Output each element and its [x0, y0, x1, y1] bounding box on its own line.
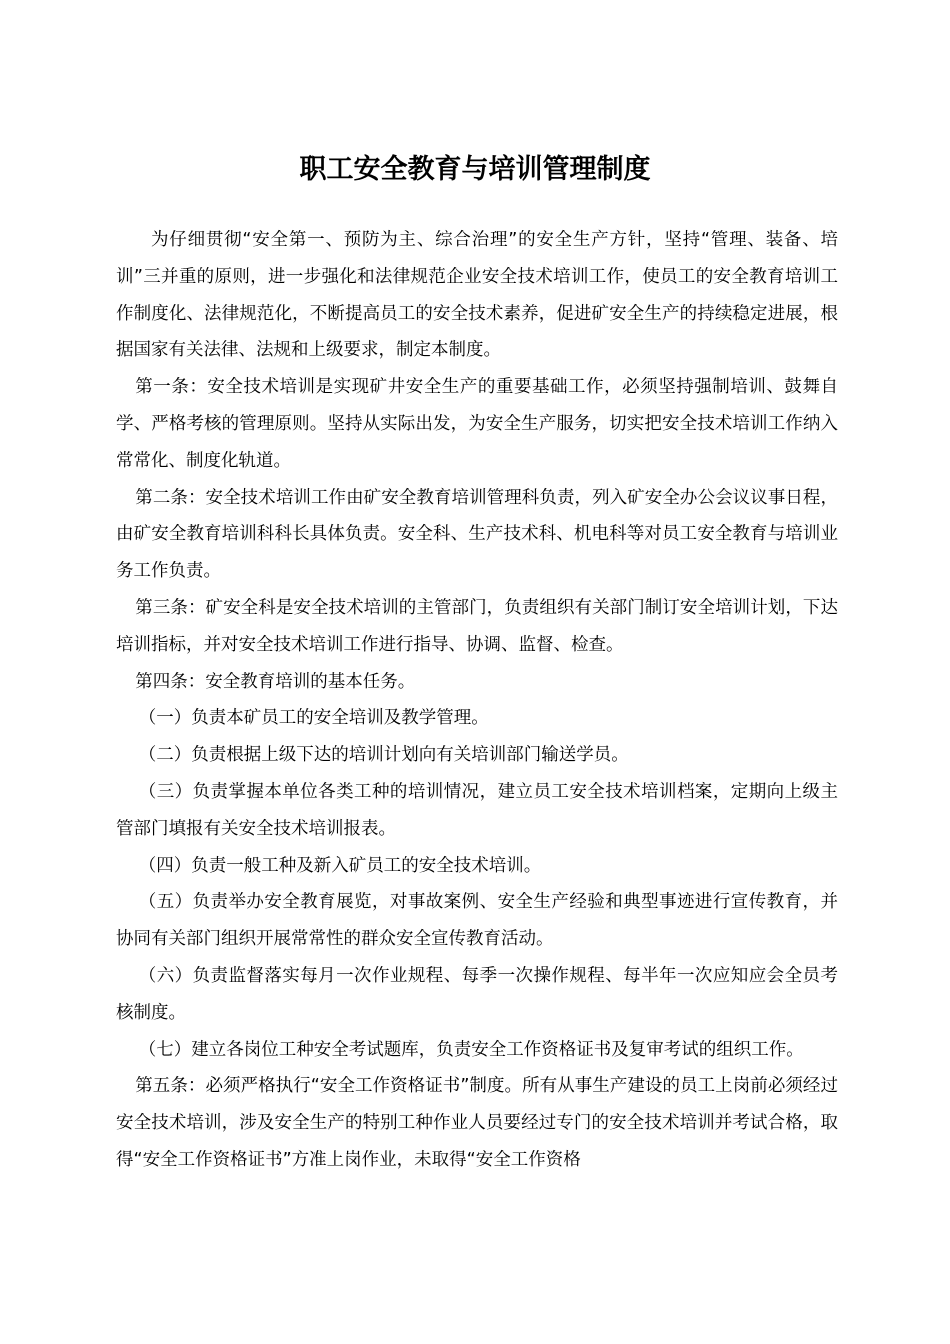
- task-3-paragraph: （三）负责掌握本单位各类工种的培训情况，建立员工安全技术培训档案，定期向上级主管部门填报有关安全技术培训报表。: [116, 781, 838, 839]
- intro-paragraph: 为仔细贯彻“安全第一、预防为主、综合治理”的安全生产方针，坚持“管理、装备、培训”三并重的原则，进一步强化和法律规范企业安全技术培训工作，使员工的安全教育培训工作制度化、法律规范化，不断提高员工的安全技术素养，促进矿安全生产的持续稳定进展，根据国家有关法律、法规和上级要求，制定本制度。: [116, 230, 838, 361]
- task-1-paragraph: （一）负责本矿员工的安全培训及教学管理。: [138, 708, 489, 729]
- task-7-paragraph: （七）建立各岗位工种安全考试题库，负责安全工作资格证书及复审考试的组织工作。: [138, 1039, 804, 1060]
- article-2-paragraph: 第二条：安全技术培训工作由矿安全教育培训管理科负责，列入矿安全办公会议议事日程，由矿安全教育培训科科长具体负责。安全科、生产技术科、机电科等对员工安全教育与培训业务工作负责。: [116, 487, 838, 582]
- document-title: 职工安全教育与培训管理制度: [299, 154, 651, 186]
- task-5-paragraph: （五）负责举办安全教育展览，对事故案例、安全生产经验和典型事迹进行宣传教育，并协同有关部门组织开展常常性的群众安全宣传教育活动。: [116, 892, 838, 950]
- article-1-paragraph: 第一条：安全技术培训是实现矿井安全生产的重要基础工作，必须坚持强制培训、鼓舞自学、严格考核的管理原则。坚持从实际出发，为安全生产服务，切实把安全技术培训工作纳入常常化、制度化轨道。: [116, 377, 838, 471]
- article-4-paragraph: 第四条：安全教育培训的基本任务。: [135, 671, 416, 692]
- task-4-paragraph: （四）负责一般工种及新入矿员工的安全技术培训。: [138, 855, 542, 876]
- document-body: [116, 222, 838, 1179]
- article-3-paragraph: 第三条：矿安全科是安全技术培训的主管部门，负责组织有关部门制订安全培训计划，下达培训指标，并对安全技术培训工作进行指导、协调、监督、检查。: [116, 597, 838, 655]
- task-6-paragraph: （六）负责监督落实每月一次作业规程、每季一次操作规程、每半年一次应知应会全员考核制度。: [116, 965, 838, 1023]
- task-2-paragraph: （二）负责根据上级下达的培训计划向有关培训部门输送学员。: [138, 745, 629, 766]
- article-5-paragraph: 第五条：必须严格执行“安全工作资格证书”制度。所有从事生产建设的员工上岗前必须经过安全技术培训，涉及安全生产的特别工种作业人员要经过专门的安全技术培训并考试合格，取得“安全工作资格证书”方准上岗作业，未取得“安全工作资格: [116, 1076, 838, 1170]
